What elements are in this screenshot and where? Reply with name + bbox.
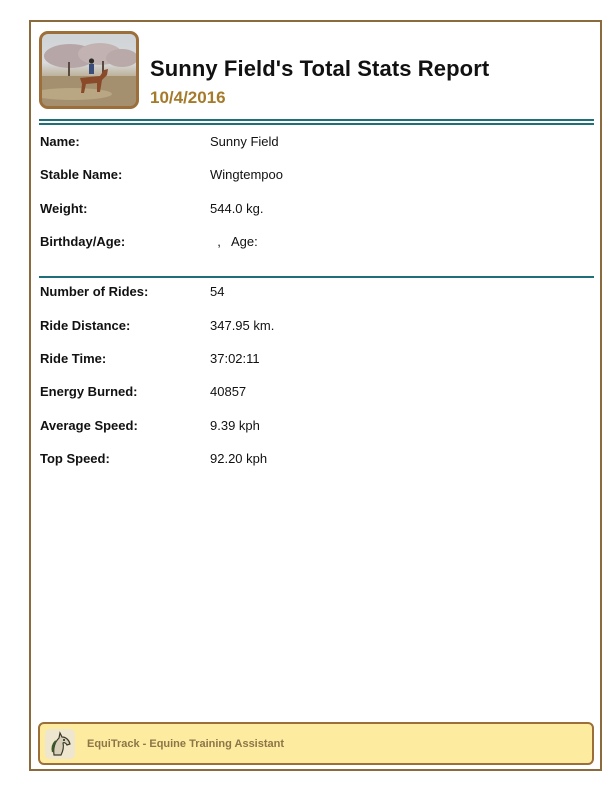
info-value: Wingtempoo xyxy=(210,167,283,182)
stat-value: 37:02:11 xyxy=(210,351,260,366)
app-footer xyxy=(38,722,594,765)
stat-value: 40857 xyxy=(210,384,247,399)
stat-label: Number of Rides: xyxy=(40,284,149,299)
info-value: , Age: xyxy=(210,234,258,249)
report-title: Sunny Field's Total Stats Report xyxy=(150,56,490,81)
stat-label: Energy Burned: xyxy=(40,384,138,399)
horse-photo xyxy=(39,31,139,109)
stat-row-top-speed xyxy=(40,451,590,469)
info-value: Sunny Field xyxy=(210,134,279,149)
stat-value: 92.20 kph xyxy=(210,451,268,466)
stat-row-energy-burned xyxy=(40,384,590,402)
app-name: EquiTrack - Equine Training Assistant xyxy=(87,738,285,750)
info-value: 544.0 kg. xyxy=(210,201,264,216)
stat-value: 54 xyxy=(210,284,225,299)
info-label: Stable Name: xyxy=(40,167,123,182)
header-divider xyxy=(39,119,594,121)
info-row-name xyxy=(40,134,590,152)
stat-label: Ride Distance: xyxy=(40,318,131,333)
stat-label: Ride Time: xyxy=(40,351,107,366)
info-label: Birthday/Age: xyxy=(40,234,126,249)
stat-value: 347.95 km. xyxy=(210,318,275,333)
report-date: 10/4/2016 xyxy=(150,88,226,107)
info-row-birthday-age xyxy=(40,234,590,252)
stat-label: Average Speed: xyxy=(40,418,138,433)
header-divider-secondary xyxy=(39,123,594,125)
stat-value: 9.39 kph xyxy=(210,418,260,433)
horse-head-icon xyxy=(45,729,75,759)
section-divider xyxy=(39,276,594,278)
stat-row-ride-distance xyxy=(40,318,590,336)
stat-row-average-speed xyxy=(40,418,590,436)
info-row-stable-name xyxy=(40,167,590,185)
stat-row-number-of-rides xyxy=(40,284,590,302)
info-label: Weight: xyxy=(40,201,88,216)
stat-label: Top Speed: xyxy=(40,451,110,466)
stat-row-ride-time xyxy=(40,351,590,369)
info-row-weight xyxy=(40,201,590,219)
info-label: Name: xyxy=(40,134,80,149)
